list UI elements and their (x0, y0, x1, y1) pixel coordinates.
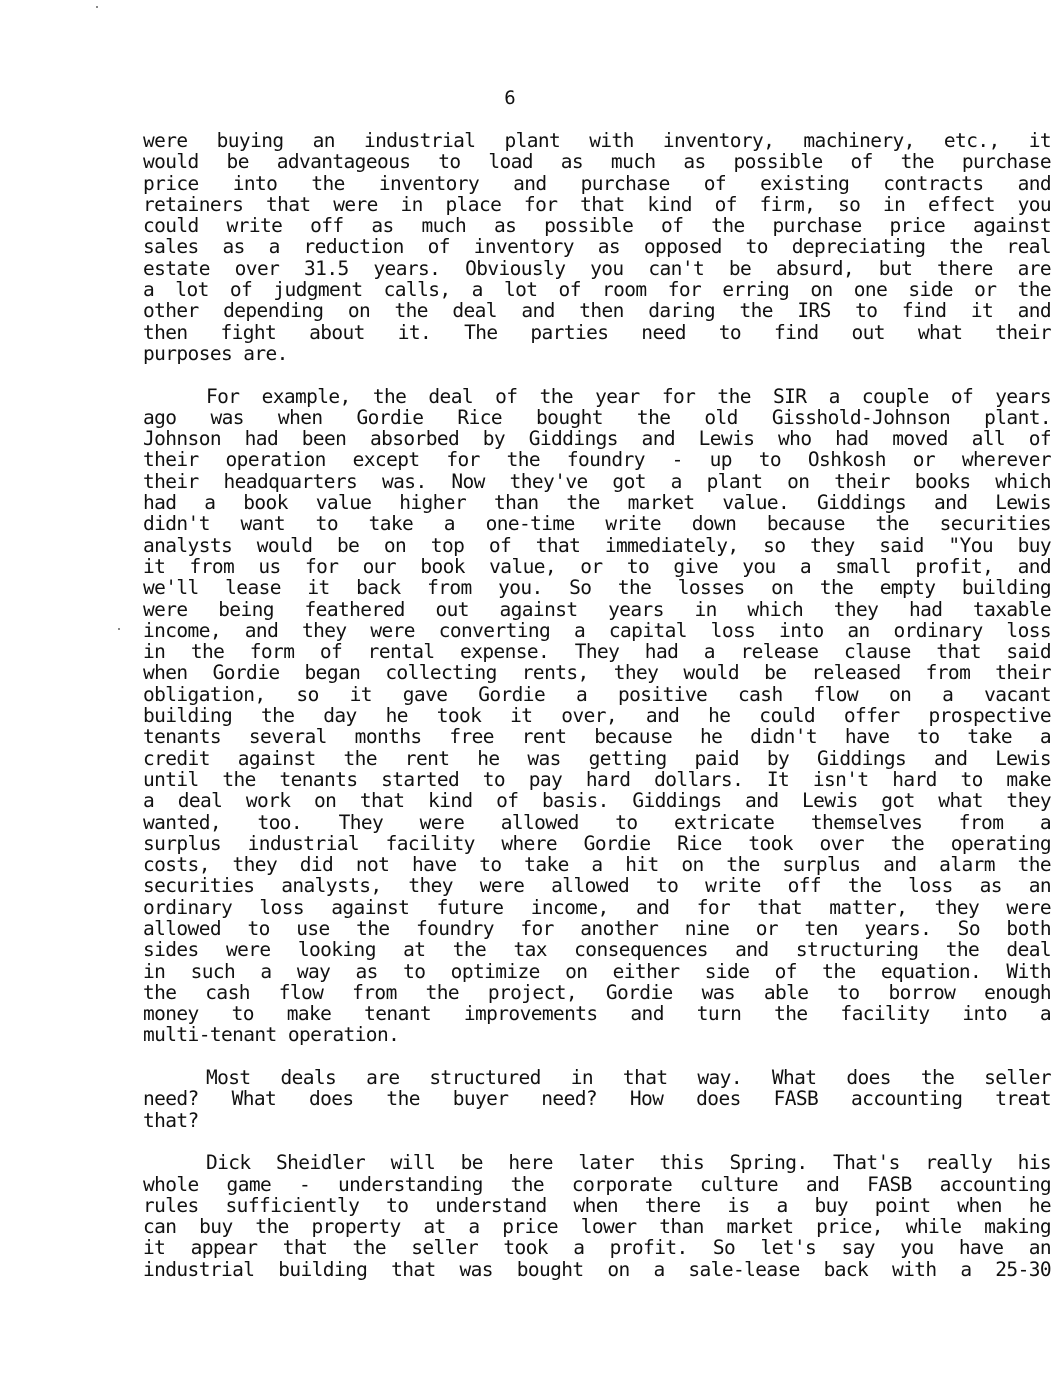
text-line: Most deals are structured in that way. What does the seller (206, 1066, 1051, 1090)
text-line: income, and they were converting a capital loss into an ordinary loss (143, 618, 1051, 642)
scan-speck (96, 6, 98, 8)
text-line: that? (143, 1108, 199, 1132)
paragraph-1 (143, 130, 1051, 364)
text-line: could write off as much as possible of the purchase price against (143, 214, 1051, 238)
text-line: it appear that the seller took a profit. So let's say you have an (143, 1236, 1051, 1260)
text-line: need? What does the buyer need? How does FASB accounting treat (143, 1087, 1051, 1111)
text-line: their headquarters was. Now they've got a plant on their books which (143, 469, 1051, 493)
text-line: Johnson had been absorbed by Giddings and Lewis who had moved all of (143, 427, 1051, 451)
text-line: costs, they did not have to take a hit on the surplus and alarm the (143, 853, 1051, 877)
text-line: the cash flow from the project, Gordie was able to borrow enough (143, 980, 1051, 1004)
text-line: would be advantageous to load as much as possible of the purchase (143, 150, 1051, 174)
text-line: securities analysts, they were allowed to write off the loss as an (143, 874, 1051, 898)
text-line: other depending on the deal and then daring the IRS to find it and (143, 299, 1051, 323)
text-line: analysts would be on top of that immediately, so they said "You buy (143, 533, 1051, 557)
text-line: industrial building that was bought on a sale-lease back with a 25-30 (143, 1257, 1051, 1281)
text-line: credit against the rent he was getting paid by Giddings and Lewis (143, 746, 1051, 770)
text-line: their operation except for the foundry - up to Oshkosh or wherever (143, 448, 1051, 472)
text-line: until the tenants started to pay hard dollars. It isn't hard to make (143, 767, 1051, 791)
text-line: allowed to use the foundry for another nine or ten years. So both (143, 916, 1051, 940)
text-line: didn't want to take a one-time write down because the securities (143, 512, 1051, 536)
text-line: were being feathered out against years in which they had taxable (143, 597, 1051, 621)
paragraph-4 (143, 1152, 1051, 1280)
text-line: sides were looking at the tax consequences and structuring the deal (143, 938, 1051, 962)
text-line: had a book value higher than the market value. Giddings and Lewis (143, 491, 1051, 515)
body-text (143, 130, 1051, 1301)
text-line: estate over 31.5 years. Obviously you can't be absurd, but there are (143, 256, 1051, 280)
text-line: sales as a reduction of inventory as opposed to depreciating the real (143, 235, 1051, 259)
text-line: whole game - understanding the corporate culture and FASB accounting (143, 1172, 1051, 1196)
text-line: a lot of judgment calls, a lot of room for erring on one side or the (143, 278, 1051, 302)
text-line: ago was when Gordie Rice bought the old Gisshold-Johnson plant. (143, 405, 1051, 429)
text-line: in such a way as to optimize on either side of the equation. With (143, 959, 1051, 983)
text-line: when Gordie began collecting rents, they would be released from their (143, 661, 1051, 685)
text-line: rules sufficiently to understand when there is a buy point when he (143, 1193, 1051, 1217)
paragraph-3 (143, 1067, 1051, 1131)
text-line: For example, the deal of the year for the SIR a couple of years (206, 384, 1051, 408)
text-line: it from us for our book value, or to give you a small profit, and (143, 554, 1051, 578)
text-line: tenants several months free rent because he didn't have to take a (143, 725, 1051, 749)
page-number: 6 (504, 87, 516, 109)
text-line: obligation, so it gave Gordie a positive cash flow on a vacant (143, 682, 1051, 706)
text-line: in the form of rental expense. They had a release clause that said (143, 640, 1051, 664)
text-line: were buying an industrial plant with inventory, machinery, etc., it (143, 129, 1051, 152)
paragraph-2 (143, 386, 1051, 1046)
text-line: retainers that were in place for that kind of firm, so in effect you (143, 192, 1051, 216)
text-line: money to make tenant improvements and turn the facility into a (143, 1002, 1051, 1026)
text-line: wanted, too. They were allowed to extricate themselves from a (143, 810, 1051, 834)
text-line: price into the inventory and purchase of existing contracts and (143, 171, 1051, 195)
text-line: can buy the property at a price lower than market price, while making (143, 1215, 1051, 1239)
text-line: surplus industrial facility where Gordie Rice took over the operating (143, 831, 1051, 855)
text-line: we'll lease it back from you. So the losses on the empty building (143, 576, 1051, 600)
text-line: purposes are. (143, 341, 288, 365)
scan-speck (118, 628, 120, 630)
text-line: ordinary loss against future income, and for that matter, they were (143, 895, 1051, 919)
text-line: Dick Sheidler will be here later this Spring. That's really his (206, 1151, 1051, 1175)
text-line: then fight about it. The parties need to find out what their (143, 320, 1051, 344)
text-line: building the day he took it over, and he could offer prospective (143, 704, 1051, 728)
text-line: multi-tenant operation. (143, 1023, 400, 1047)
text-line: a deal work on that kind of basis. Giddings and Lewis got what they (143, 789, 1051, 813)
